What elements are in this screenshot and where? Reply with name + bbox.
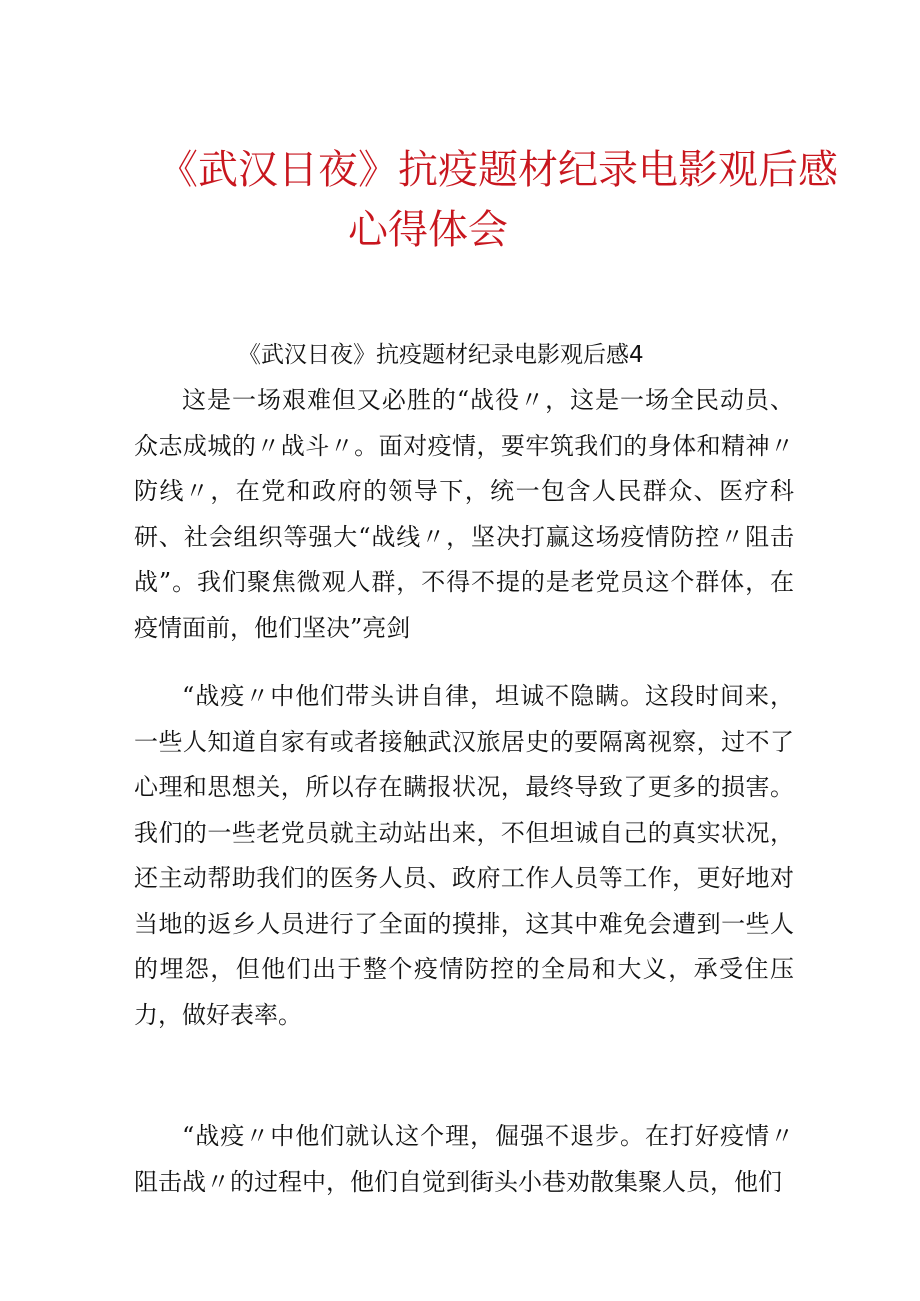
- article-subheading: 《武汉日夜》抗疫题材纪录电影观后感4: [238, 342, 644, 368]
- title-line-2: 心得体会: [348, 207, 508, 253]
- paragraph-1: 这是一场艰难但又必胜的“战役〃，这是一场全民动员、众志成城的〃战斗〃。面对疫情，要牢筑我们的身体和精神〃防线〃，在党和政府的领导下，统一包含人民群众、医疗科研、社会组织等强大“战线〃，坚决打赢这场疫情防控〃阻击战”。我们聚焦微观人群，不得不提的是老党员这个群体，在疫情面前，他们坚决”亮剑: [134, 386, 794, 642]
- paragraph-3: “战疫〃中他们就认这个理，倔强不退步。在打好疫情〃阻击战〃的过程中，他们自觉到街头小巷劝散集聚人员，他们: [134, 1122, 794, 1196]
- title-line-1: 《武汉日夜》抗疫题材纪录电影观后感: [158, 147, 838, 193]
- paragraph-2: “战疫〃中他们带头讲自律，坦诚不隐瞒。这段时间来，一些人知道自家有或者接触武汉旅居史的要隔离视察，过不了心理和思想关，所以存在瞒报状况，最终导致了更多的损害。我们的一些老党员就主动站出来，不但坦诚自己的真实状况，还主动帮助我们的医务人员、政府工作人员等工作，更好地对当地的返乡人员进行了全面的摸排，这其中难免会遭到一些人的埋怨，但他们出于整个疫情防控的全局和大义，承受住压力，做好表率。: [134, 682, 794, 1029]
